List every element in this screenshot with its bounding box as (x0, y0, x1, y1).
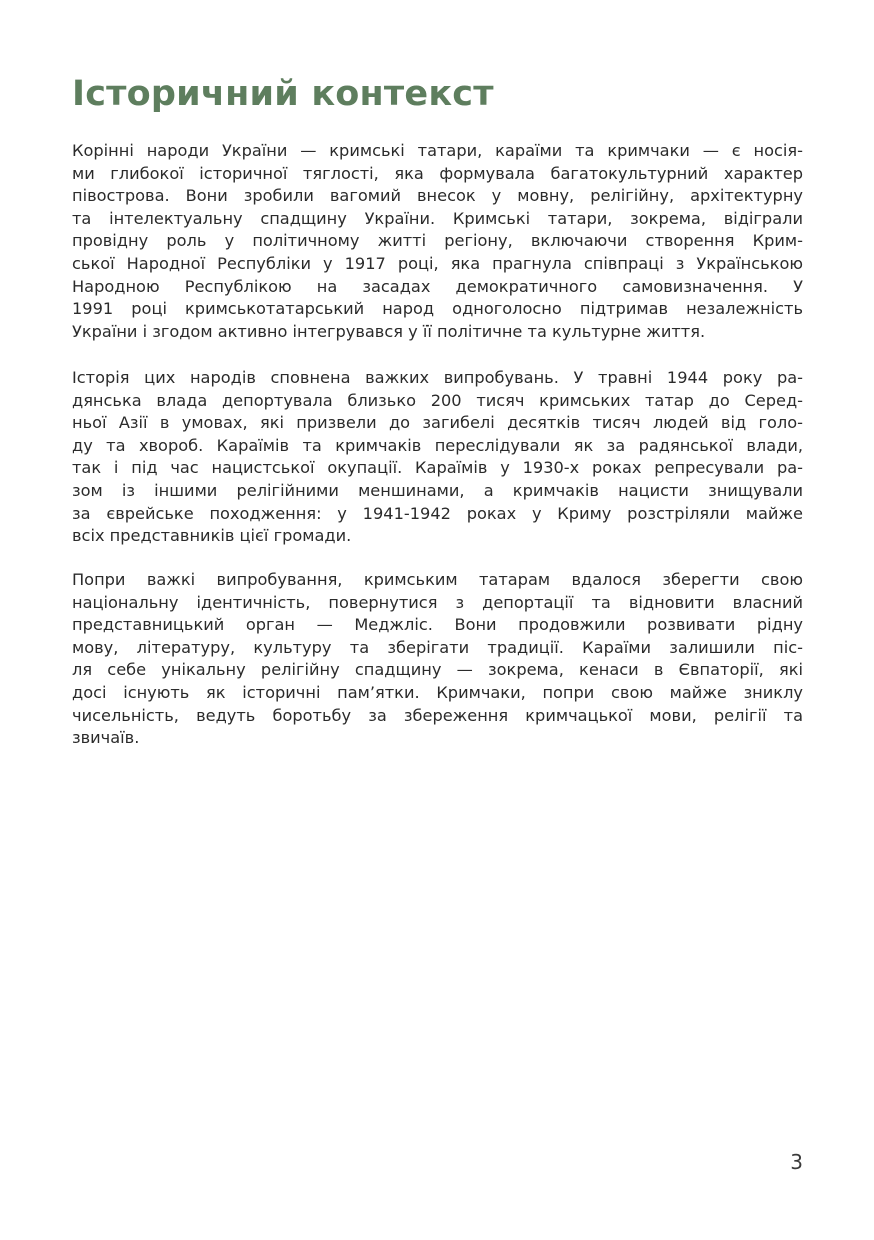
text-line: ньої Азії в умовах, які призвели до загибелі десятків тисяч людей від голо- (72, 413, 803, 433)
text-line: ми глибокої історичної тяглості, яка формувала багатокультурний характер (72, 163, 803, 183)
paragraph-indigenous-peoples (72, 140, 803, 343)
text-line: 1991 році кримськотатарський народ одноголосно підтримав незалежність (72, 299, 803, 319)
text-line: чисельність, ведуть боротьбу за збереження кримчацької мови, релігії та (72, 705, 803, 725)
text-line: Корінні народи України — кримські татари, караїми та кримчаки — є носія- (72, 141, 803, 160)
text-line: національну ідентичність, повернутися з депортації та відновити власний (72, 592, 803, 612)
text-line: Народною Республікою на засадах демократичного самовизначення. У (72, 276, 803, 296)
paragraph-resilience (72, 569, 803, 750)
text-line: дянська влада депортувала близько 200 тисяч кримських татар до Серед- (72, 390, 803, 410)
text-line: півострова. Вони зробили вагомий внесок у мовну, релігійну, архітектурну (72, 186, 803, 206)
text-line: зом із іншими релігійними меншинами, а кримчаків нацисти знищували (72, 480, 803, 500)
text-line: звичаїв. (72, 728, 140, 748)
text-line: всіх представників цієї громади. (72, 526, 352, 546)
text-line: України і згодом активно інтегрувався у її політичне та культурне життя. (72, 321, 706, 341)
page-title: Історичний контекст (72, 74, 494, 114)
text-line: провідну роль у політичному житті регіону, включаючи створення Крим- (72, 231, 803, 251)
text-line: ля себе унікальну релігійну спадщину — зокрема, кенаси в Євпаторії, які (72, 660, 803, 680)
text-line: за єврейське походження: у 1941-1942 роках у Криму розстріляли майже (72, 503, 803, 523)
text-line: досі існують як історичні пам’ятки. Кримчаки, попри свою майже зниклу (72, 682, 803, 702)
text-line: та інтелектуальну спадщину України. Кримські татари, зокрема, відіграли (72, 208, 803, 228)
paragraph-history-trials (72, 367, 803, 548)
page-number: 3 (790, 1150, 803, 1174)
text-line: Історія цих народів сповнена важких випробувань. У травні 1944 року ра- (72, 368, 803, 387)
text-line: Попри важкі випробування, кримським татарам вдалося зберегти свою (72, 570, 803, 589)
text-line: ду та хвороб. Караїмів та кримчаків переслідували як за радянської влади, (72, 435, 803, 455)
text-line: так і під час нацистської окупації. Караїмів у 1930-х роках репресували ра- (72, 458, 803, 478)
text-line: представницький орган — Меджліс. Вони продовжили розвивати рідну (72, 615, 803, 635)
text-line: ської Народної Республіки у 1917 році, яка прагнула співпраці з Українською (72, 253, 803, 273)
text-line: мову, літературу, культуру та зберігати традиції. Караїми залишили піс- (72, 637, 803, 657)
